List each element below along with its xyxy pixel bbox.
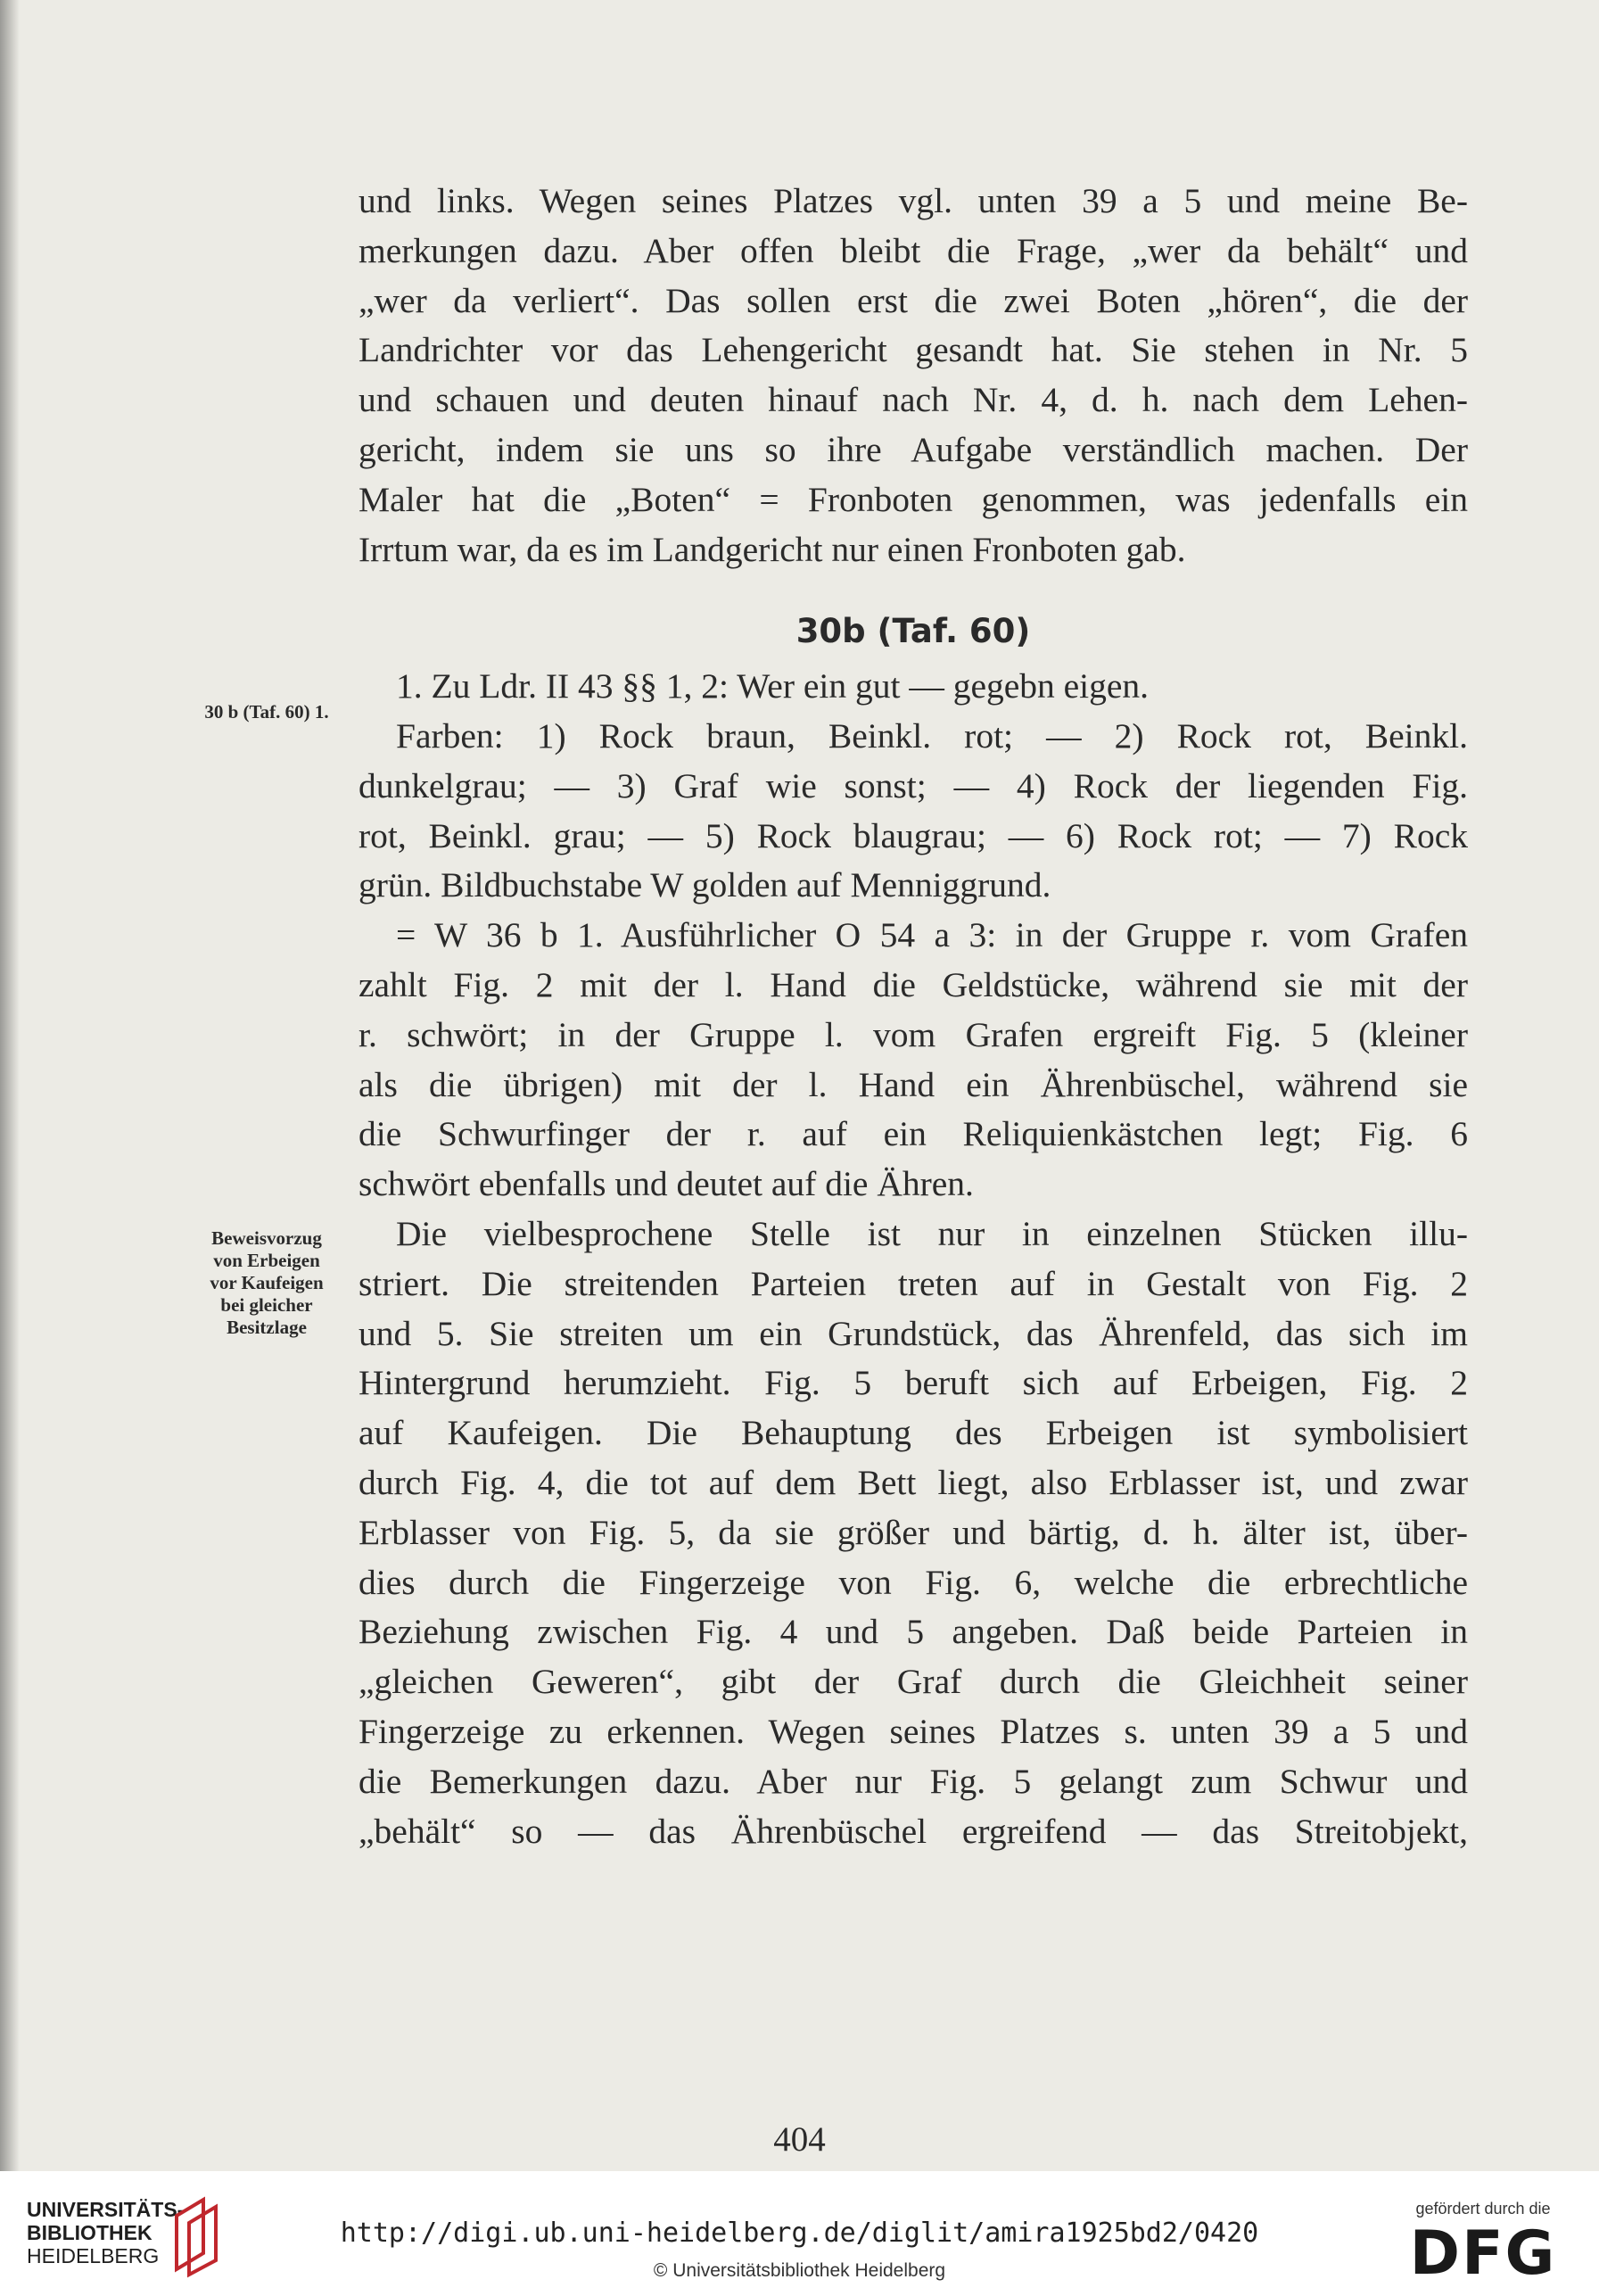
text-line: „wer da verliert“. Das sollen erst die zwei Boten „hören“, die der [359, 280, 1468, 320]
library-line: UNIVERSITÄTS- [27, 2198, 185, 2221]
text-line: Hintergrund herumzieht. Fig. 5 beruft sich auf Erbeigen, Fig. 2 [359, 1363, 1468, 1403]
text-line: die Bemerkungen dazu. Aber nur Fig. 5 gelangt zum Schwur und [359, 1761, 1468, 1801]
text-line: gericht, indem sie uns so ihre Aufgabe verständlich machen. Der [359, 429, 1468, 469]
text-line: „behält“ so — das Ährenbüschel ergreifend — das Streitobjekt, [359, 1811, 1468, 1851]
text-line: durch Fig. 4, die tot auf dem Bett liegt, also Erblasser ist, und zwar [359, 1462, 1468, 1502]
text-line: 1. Zu Ldr. II 43 §§ 1, 2: Wer ein gut — gegebn eigen. [396, 666, 1150, 706]
body-text [359, 177, 1468, 1856]
text-line: zahlt Fig. 2 mit der l. Hand die Geldstücke, während sie mit der [359, 964, 1468, 1004]
text-line: Beziehung zwischen Fig. 4 und 5 angeben. Daß beide Parteien in [359, 1612, 1468, 1652]
text-line: Landrichter vor das Lehengericht gesandt hat. Sie stehen in Nr. 5 [359, 330, 1468, 370]
margin-note-reference: 30 b (Taf. 60) 1. [204, 701, 329, 723]
library-line: BIBLIOTHEK [27, 2221, 152, 2244]
text-line: dies durch die Fingerzeige von Fig. 6, welche die erbrechtliche [359, 1562, 1468, 1602]
text-line: schwört ebenfalls und deutet auf die Ähren. [359, 1164, 974, 1204]
footer-bar [0, 2171, 1599, 2296]
funded-by-label: gefördert durch die [1415, 2200, 1551, 2218]
dfg-logo: DFG [1409, 2218, 1557, 2289]
text-line: r. schwört; in der Gruppe l. vom Grafen ergreift Fig. 5 (kleiner [359, 1014, 1468, 1054]
text-line: Erblasser von Fig. 5, da sie größer und bärtig, d. h. älter ist, über- [359, 1512, 1468, 1552]
permalink-url[interactable]: http://digi.ub.uni-heidelberg.de/diglit/amira1925bd2/0420 [340, 2218, 1259, 2249]
text-line: als die übrigen) mit der l. Hand ein Ährenbüschel, während sie [359, 1064, 1468, 1104]
margin-note-line: bei gleicher [220, 1294, 313, 1316]
text-line: Maler hat die „Boten“ = Fronboten genommen, was jedenfalls ein [359, 479, 1468, 519]
text-line: striert. Die streitenden Parteien treten auf in Gestalt von Fig. 2 [359, 1263, 1468, 1303]
text-line: merkungen dazu. Aber offen bleibt die Frage, „wer da behält“ und [359, 230, 1468, 270]
copyright-notice: © Universitätsbibliothek Heidelberg [653, 2260, 946, 2281]
text-line: „gleichen Geweren“, gibt der Graf durch die Gleichheit seiner [359, 1662, 1468, 1702]
text-line: dunkelgrau; — 3) Graf wie sonst; — 4) Rock der liegenden Fig. [359, 765, 1468, 805]
margin-note-topic [183, 1227, 350, 1339]
text-line: auf Kaufeigen. Die Behauptung des Erbeigen ist symbolisiert [359, 1413, 1468, 1453]
margin-note-line: Beweisvorzug [211, 1227, 322, 1249]
text-line: = W 36 b 1. Ausführlicher O 54 a 3: in der Gruppe r. vom Grafen [396, 915, 1468, 955]
text-line: Irrtum war, da es im Landgericht nur einen Fronboten gab. [359, 529, 1186, 569]
binding-shadow [0, 0, 20, 2171]
text-line: die Schwurfinger der r. auf ein Reliquienkästchen legt; Fig. 6 [359, 1114, 1468, 1154]
page-number: 404 [773, 2120, 826, 2159]
margin-note-line: von Erbeigen [213, 1250, 320, 1271]
text-line: und links. Wegen seines Platzes vgl. unten 39 a 5 und meine Be- [359, 181, 1468, 220]
text-line: Die vielbesprochene Stelle ist nur in einzelnen Stücken illu- [396, 1213, 1468, 1253]
text-line: rot, Beinkl. grau; — 5) Rock blaugrau; — 6) Rock rot; — 7) Rock [359, 815, 1468, 855]
text-line: Fingerzeige zu erkennen. Wegen seines Platzes s. unten 39 a 5 und [359, 1711, 1468, 1751]
margin-note-line: vor Kaufeigen [210, 1272, 324, 1293]
text-line: und schauen und deuten hinauf nach Nr. 4, d. h. nach dem Lehen- [359, 380, 1468, 420]
text-line: und 5. Sie streiten um ein Grundstück, das Ährenfeld, das sich im [359, 1313, 1468, 1353]
margin-note-line: Besitzlage [227, 1317, 307, 1338]
text-line: Farben: 1) Rock braun, Beinkl. rot; — 2) Rock rot, Beinkl. [396, 715, 1468, 756]
library-line: HEIDELBERG [27, 2244, 160, 2267]
section-heading: 30b (Taf. 60) [795, 612, 1031, 651]
text-line: grün. Bildbuchstabe W golden auf Menniggrund. [359, 865, 1051, 905]
